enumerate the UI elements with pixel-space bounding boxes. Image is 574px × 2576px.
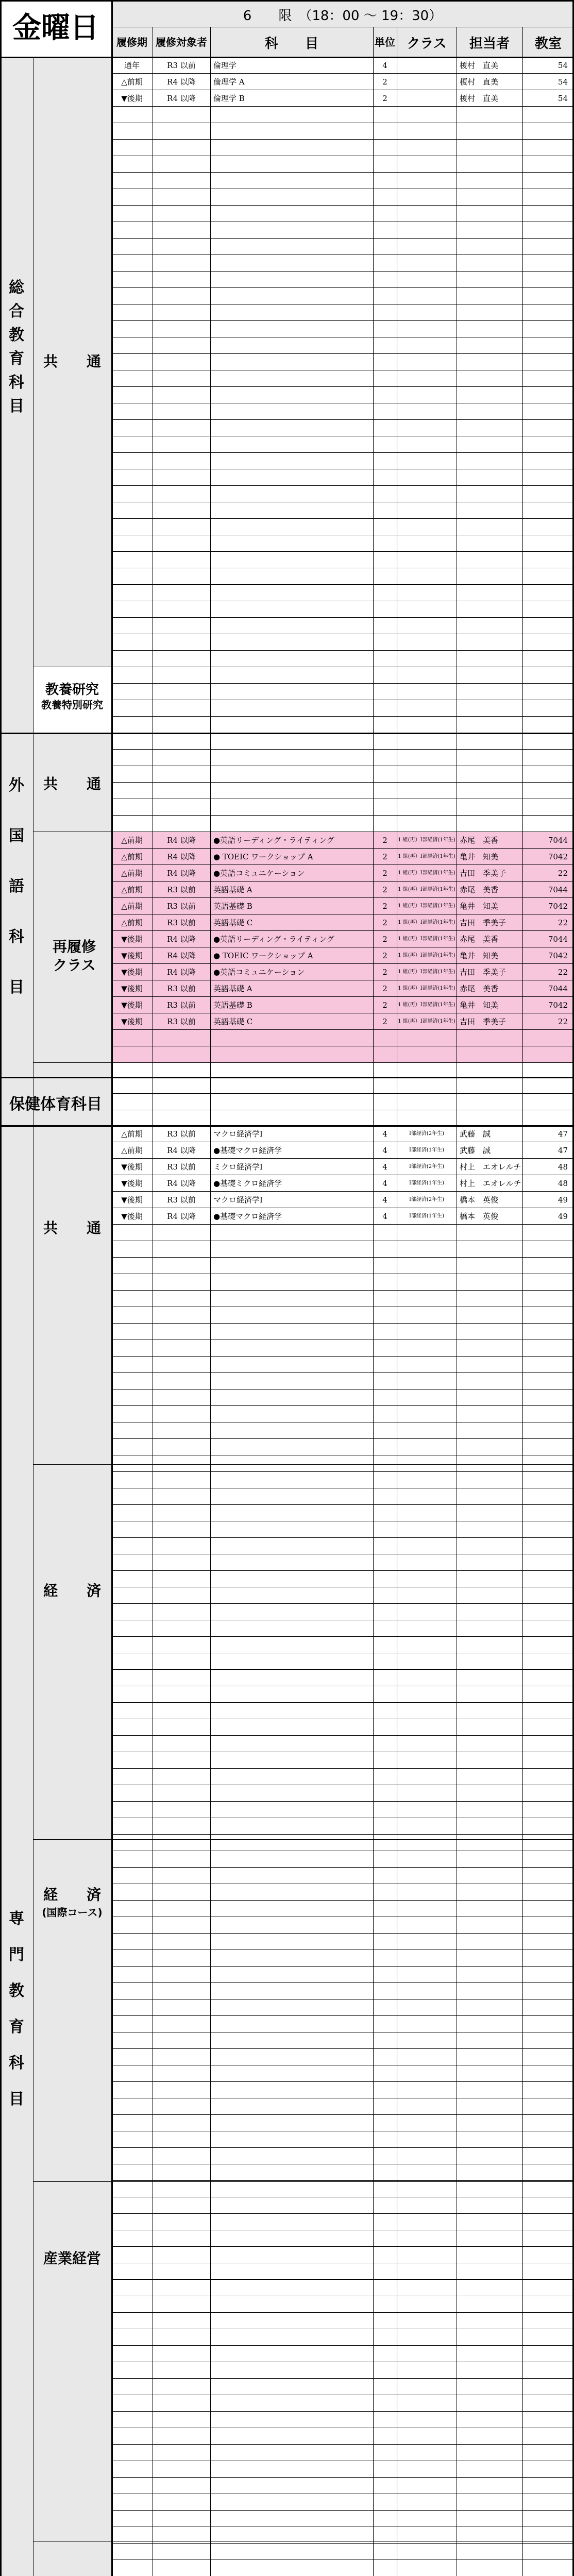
cell-class: 1 組(再）Ⅰ部経済(1年生) [398, 870, 455, 876]
section-gaikokugo: 外国語科目 [9, 776, 24, 996]
cell-term: △前期 [121, 836, 143, 845]
cell-target: R3 以前 [167, 1162, 196, 1172]
row-divider [111, 1471, 574, 1472]
cell-class: 1 組(再）Ⅰ部経済(1年生) [398, 854, 455, 859]
cell-teacher: 赤尾 美香 [460, 935, 499, 944]
cell-credits: 2 [382, 968, 387, 977]
cell-term: ▼後期 [121, 1212, 143, 1221]
row-divider [111, 1570, 574, 1571]
cell-target: R4 以降 [167, 935, 196, 944]
day-title: 金曜日 [12, 11, 99, 45]
row-divider [111, 1966, 574, 1967]
cell-subject: ●英語コミュニケーション [213, 869, 305, 878]
cell-term: △前期 [121, 77, 143, 87]
cell-subject: 英語基礎 A [213, 984, 252, 993]
cell-term: ▼後期 [121, 951, 143, 960]
row-divider [111, 1735, 574, 1736]
cell-teacher: 橋本 英俊 [460, 1212, 499, 1221]
row-divider [111, 1323, 574, 1324]
cell-target: R4 以降 [167, 852, 196, 861]
cell-subject: 倫理学 [213, 61, 237, 70]
row-divider [111, 617, 574, 618]
cell-teacher: 亀井 知美 [460, 852, 499, 861]
row-divider [111, 815, 574, 816]
row-divider [111, 2213, 574, 2214]
cell-class: Ⅰ部経済(2年生) [409, 1197, 445, 1202]
row-divider [33, 1464, 574, 1465]
row-divider [111, 172, 574, 173]
cell-term: ▼後期 [121, 1195, 143, 1205]
col-subject: 科 目 [264, 36, 318, 52]
cell-credits: 2 [382, 1017, 387, 1026]
cell-room: 7044 [548, 935, 568, 944]
cell-target: R3 以前 [167, 984, 196, 993]
cell-class: Ⅰ部経済(2年生) [409, 1131, 445, 1137]
row-divider [111, 650, 574, 651]
column-divider [111, 27, 113, 2576]
period-header: 6 限 （18：00 ～ 19：30） [243, 8, 443, 24]
cell-room: 7042 [548, 902, 568, 911]
cell-term: ▼後期 [121, 968, 143, 977]
cell-subject: 倫理学 A [213, 77, 245, 87]
cell-target: R4 以降 [167, 94, 196, 103]
cell-room: 22 [558, 968, 568, 977]
cell-credits: 2 [382, 918, 387, 927]
row-divider [111, 271, 574, 272]
row-divider [111, 1834, 574, 1835]
cell-class: 1 組(再）Ⅰ部経済(1年生) [398, 837, 455, 843]
subsection-sairishu: 再履修クラス [52, 938, 96, 974]
row-divider [111, 2345, 574, 2346]
column-divider [210, 27, 211, 2576]
cell-credits: 4 [382, 1146, 387, 1155]
cell-class: 1 組(再）Ⅰ部経済(1年生) [398, 953, 455, 958]
cell-term: ▼後期 [121, 1179, 143, 1188]
row-divider [33, 1062, 574, 1063]
row-divider [111, 287, 574, 288]
row-divider [111, 320, 574, 321]
cell-subject: ●英語コミュニケーション [213, 968, 305, 977]
cell-target: R4 以降 [167, 951, 196, 960]
cell-class: Ⅰ部経済(1年生) [409, 1147, 445, 1153]
row-divider [111, 2279, 574, 2280]
cell-class: 1 組(再）Ⅰ部経済(1年生) [398, 903, 455, 909]
cell-teacher: 赤尾 美香 [460, 984, 499, 993]
cell-class: Ⅰ部経済(1年生) [409, 1180, 445, 1186]
cell-credits: 2 [382, 885, 387, 894]
cell-credits: 2 [382, 984, 387, 993]
row-divider [111, 2147, 574, 2148]
row-divider [111, 2312, 574, 2313]
cell-teacher: 赤尾 美香 [460, 836, 499, 845]
cell-subject: マクロ経済学Ⅰ [213, 1129, 263, 1139]
cell-subject: マクロ経済学Ⅰ [213, 1195, 263, 1205]
column-divider [111, 0, 113, 27]
subsection-keizai-kokusai: 経 済 [43, 1886, 101, 1903]
cell-term: △前期 [121, 869, 143, 878]
cell-teacher: 村上 エオレルチ [460, 1179, 521, 1188]
cell-credits: 2 [382, 869, 387, 878]
row-divider [111, 2180, 574, 2181]
row-divider [111, 1257, 574, 1258]
row-divider [111, 1372, 574, 1373]
cell-teacher: 吉田 季美子 [460, 968, 507, 977]
cell-target: R3 以前 [167, 918, 196, 927]
cell-class: 1 組(再）Ⅰ部経済(1年生) [398, 887, 455, 892]
row-divider [111, 683, 574, 684]
cell-credits: 4 [382, 1179, 387, 1188]
cell-credits: 2 [382, 951, 387, 960]
cell-subject: ● TOEIC ワークショップ A [213, 852, 313, 861]
row-divider [111, 2510, 574, 2511]
cell-subject: ●英語リーディング・ライティング [213, 836, 334, 845]
cell-target: R4 以降 [167, 968, 196, 977]
cell-credits: 4 [382, 61, 387, 70]
row-divider [111, 1801, 574, 1802]
cell-credits: 2 [382, 77, 387, 87]
cell-target: R3 以前 [167, 1195, 196, 1205]
cell-class: Ⅰ部経済(1年生) [409, 1213, 445, 1219]
cell-target: R3 以前 [167, 1017, 196, 1026]
cell-room: 49 [558, 1212, 568, 1221]
cell-class: 1 組(再）Ⅰ部経済(1年生) [398, 936, 455, 942]
row-divider [111, 353, 574, 354]
cell-target: R4 以降 [167, 77, 196, 87]
cell-target: R3 以前 [167, 1001, 196, 1010]
cell-term: ▼後期 [121, 1017, 143, 1026]
row-divider [111, 1093, 574, 1094]
cell-teacher: 榎村 直美 [460, 61, 499, 70]
row-divider [111, 2444, 574, 2445]
cell-subject: 英語基礎 B [213, 902, 252, 911]
cell-class: 1 組(再）Ⅰ部経済(1年生) [398, 1019, 455, 1024]
subsection-sen-kyotsu: 共 通 [43, 1219, 101, 1236]
subsection-sangyo: 産業経営 [43, 2250, 101, 2267]
cell-term: △前期 [121, 1129, 143, 1139]
row-divider [111, 1438, 574, 1439]
cell-credits: 2 [382, 836, 387, 845]
row-divider [33, 2181, 574, 2182]
cell-subject: ●基礎マクロ経済学 [213, 1212, 282, 1221]
cell-teacher: 橋本 英俊 [460, 1195, 499, 1205]
cell-room: 47 [558, 1129, 568, 1139]
cell-room: 54 [558, 61, 568, 70]
row-divider [111, 1702, 574, 1703]
cell-subject: ●基礎ミクロ経済学 [213, 1179, 282, 1188]
cell-room: 22 [558, 918, 568, 927]
cell-subject: ●英語リーディング・ライティング [213, 935, 334, 944]
cell-room: 7042 [548, 852, 568, 861]
cell-class: Ⅰ部経済(2年生) [409, 1164, 445, 1170]
cell-target: R4 以降 [167, 836, 196, 845]
row-divider [111, 238, 574, 239]
row-divider [0, 0, 574, 2]
subsection-gai-kyotsu: 共 通 [43, 775, 101, 792]
cell-room: 22 [558, 869, 568, 878]
cell-target: R3 以前 [167, 885, 196, 894]
cell-target: R4 以降 [167, 1212, 196, 1221]
cell-term: △前期 [121, 902, 143, 911]
row-divider [111, 1636, 574, 1637]
cell-room: 7044 [548, 836, 568, 845]
row-divider [111, 749, 574, 750]
cell-room: 7042 [548, 951, 568, 960]
cell-room: 49 [558, 1195, 568, 1205]
row-divider [33, 1839, 574, 1840]
cell-teacher: 亀井 知美 [460, 902, 499, 911]
cell-room: 22 [558, 1017, 568, 1026]
row-divider [111, 716, 574, 717]
cell-teacher: 吉田 季美子 [460, 869, 507, 878]
row-divider [111, 1982, 574, 1983]
row-divider [111, 551, 574, 552]
col-class: クラス [407, 36, 447, 52]
column-divider [373, 27, 374, 2576]
row-divider [111, 205, 574, 206]
col-credits: 単位 [375, 36, 395, 48]
cell-credits: 2 [382, 1001, 387, 1010]
row-divider [111, 1900, 574, 1901]
cell-target: R3 以前 [167, 61, 196, 70]
row-divider [111, 2246, 574, 2247]
cell-subject: ●基礎マクロ経済学 [213, 1146, 282, 1155]
cell-target: R4 以降 [167, 1146, 196, 1155]
cell-teacher: 亀井 知美 [460, 1001, 499, 1010]
cell-target: R3 以前 [167, 1129, 196, 1139]
row-divider [111, 2543, 574, 2544]
cell-teacher: 吉田 季美子 [460, 1017, 507, 1026]
row-divider [111, 2081, 574, 2082]
cell-term: △前期 [121, 885, 143, 894]
cell-teacher: 赤尾 美香 [460, 885, 499, 894]
col-teacher: 担当者 [469, 36, 510, 52]
row-divider [111, 2378, 574, 2379]
cell-room: 7044 [548, 885, 568, 894]
column-divider [522, 27, 523, 2576]
row-divider [111, 2114, 574, 2115]
row-divider [0, 1077, 574, 1078]
cell-term: ▼後期 [121, 94, 143, 103]
cell-target: R3 以前 [167, 902, 196, 911]
cell-target: R4 以降 [167, 869, 196, 878]
cell-class [397, 57, 457, 74]
cell-class: 1 組(再）Ⅰ部経済(1年生) [398, 1002, 455, 1008]
column-divider [0, 0, 2, 2576]
row-divider [111, 518, 574, 519]
cell-credits: 4 [382, 1162, 387, 1172]
col-term: 履修期 [116, 36, 147, 48]
cell-teacher: 村上 エオレルチ [460, 1162, 521, 1172]
row-divider [111, 1405, 574, 1406]
cell-subject: 英語基礎 C [213, 918, 253, 927]
row-divider [111, 1768, 574, 1769]
row-divider [111, 485, 574, 486]
row-divider [111, 584, 574, 585]
row-divider [111, 1933, 574, 1934]
subsection-kyoyo-kenkyu: 教養研究 [45, 682, 99, 698]
row-divider [111, 1537, 574, 1538]
cell-term: 通年 [124, 61, 140, 70]
cell-credits: 2 [382, 902, 387, 911]
row-divider [111, 386, 574, 387]
subsection-kokusai-course: (国際コース) [42, 1906, 103, 1919]
row-divider [0, 733, 574, 734]
cell-class: 1 組(再）Ⅰ部経済(1年生) [398, 920, 455, 925]
cell-subject: 倫理学 B [213, 94, 245, 103]
cell-class: 1 組(再）Ⅰ部経済(1年生) [398, 986, 455, 991]
row-divider [111, 1290, 574, 1291]
cell-credits: 4 [382, 1212, 387, 1221]
cell-subject: 英語基礎 A [213, 885, 252, 894]
col-room: 教室 [534, 36, 562, 52]
row-divider [111, 2477, 574, 2478]
cell-term: ▼後期 [121, 1162, 143, 1172]
cell-subject: 英語基礎 C [213, 1017, 253, 1026]
row-divider [111, 139, 574, 140]
cell-term: ▼後期 [121, 984, 143, 993]
cell-teacher: 吉田 季美子 [460, 918, 507, 927]
col-target: 履修対象者 [156, 36, 207, 48]
cell-credits: 4 [382, 1195, 387, 1205]
cell-class [397, 90, 457, 107]
row-divider [111, 2048, 574, 2049]
cell-class [397, 73, 457, 91]
cell-term: △前期 [121, 1146, 143, 1155]
sidebar-outer-senmon [0, 1125, 33, 2576]
section-senmon: 専門教育科目 [9, 1910, 24, 2108]
cell-class: 1 組(再）Ⅰ部経済(1年生) [398, 969, 455, 975]
row-divider [111, 1669, 574, 1670]
cell-credits: 2 [382, 935, 387, 944]
cell-room: 7044 [548, 984, 568, 993]
cell-target: R4 以降 [167, 1179, 196, 1188]
row-divider [111, 452, 574, 453]
cell-term: △前期 [121, 918, 143, 927]
subsection-sogo-kyotsu: 共 通 [43, 353, 101, 370]
row-divider [111, 2015, 574, 2016]
subsection-kyoyo-tokubetsu: 教養特別研究 [41, 699, 103, 711]
row-divider [111, 1356, 574, 1357]
cell-teacher: 武藤 誠 [460, 1129, 491, 1139]
cell-room: 48 [558, 1179, 568, 1188]
cell-room: 54 [558, 77, 568, 87]
cell-teacher: 亀井 知美 [460, 951, 499, 960]
cell-credits: 2 [382, 852, 387, 861]
cell-term: △前期 [121, 852, 143, 861]
section-sogo: 総合教育科目 [9, 279, 24, 415]
cell-room: 47 [558, 1146, 568, 1155]
cell-term: ▼後期 [121, 1001, 143, 1010]
cell-teacher: 榎村 直美 [460, 77, 499, 87]
row-divider [111, 2411, 574, 2412]
cell-credits: 4 [382, 1129, 387, 1139]
section-hoken: 保健体育科目 [9, 1095, 102, 1113]
cell-room: 7042 [548, 1001, 568, 1010]
row-divider [111, 1603, 574, 1604]
cell-room: 48 [558, 1162, 568, 1172]
cell-credits: 2 [382, 94, 387, 103]
cell-room: 54 [558, 94, 568, 103]
sidebar-inner-senmon [33, 1125, 111, 2576]
cell-term: ▼後期 [121, 935, 143, 944]
cell-subject: ● TOEIC ワークショップ A [213, 951, 313, 960]
subsection-keizai: 経 済 [43, 1582, 101, 1599]
cell-teacher: 榎村 直美 [460, 94, 499, 103]
row-divider [111, 1504, 574, 1505]
row-divider [111, 782, 574, 783]
cell-subject: 英語基礎 B [213, 1001, 252, 1010]
row-divider [111, 419, 574, 420]
row-divider [111, 1867, 574, 1868]
cell-teacher: 武藤 誠 [460, 1146, 491, 1155]
cell-subject: ミクロ経済学Ⅰ [213, 1162, 263, 1172]
